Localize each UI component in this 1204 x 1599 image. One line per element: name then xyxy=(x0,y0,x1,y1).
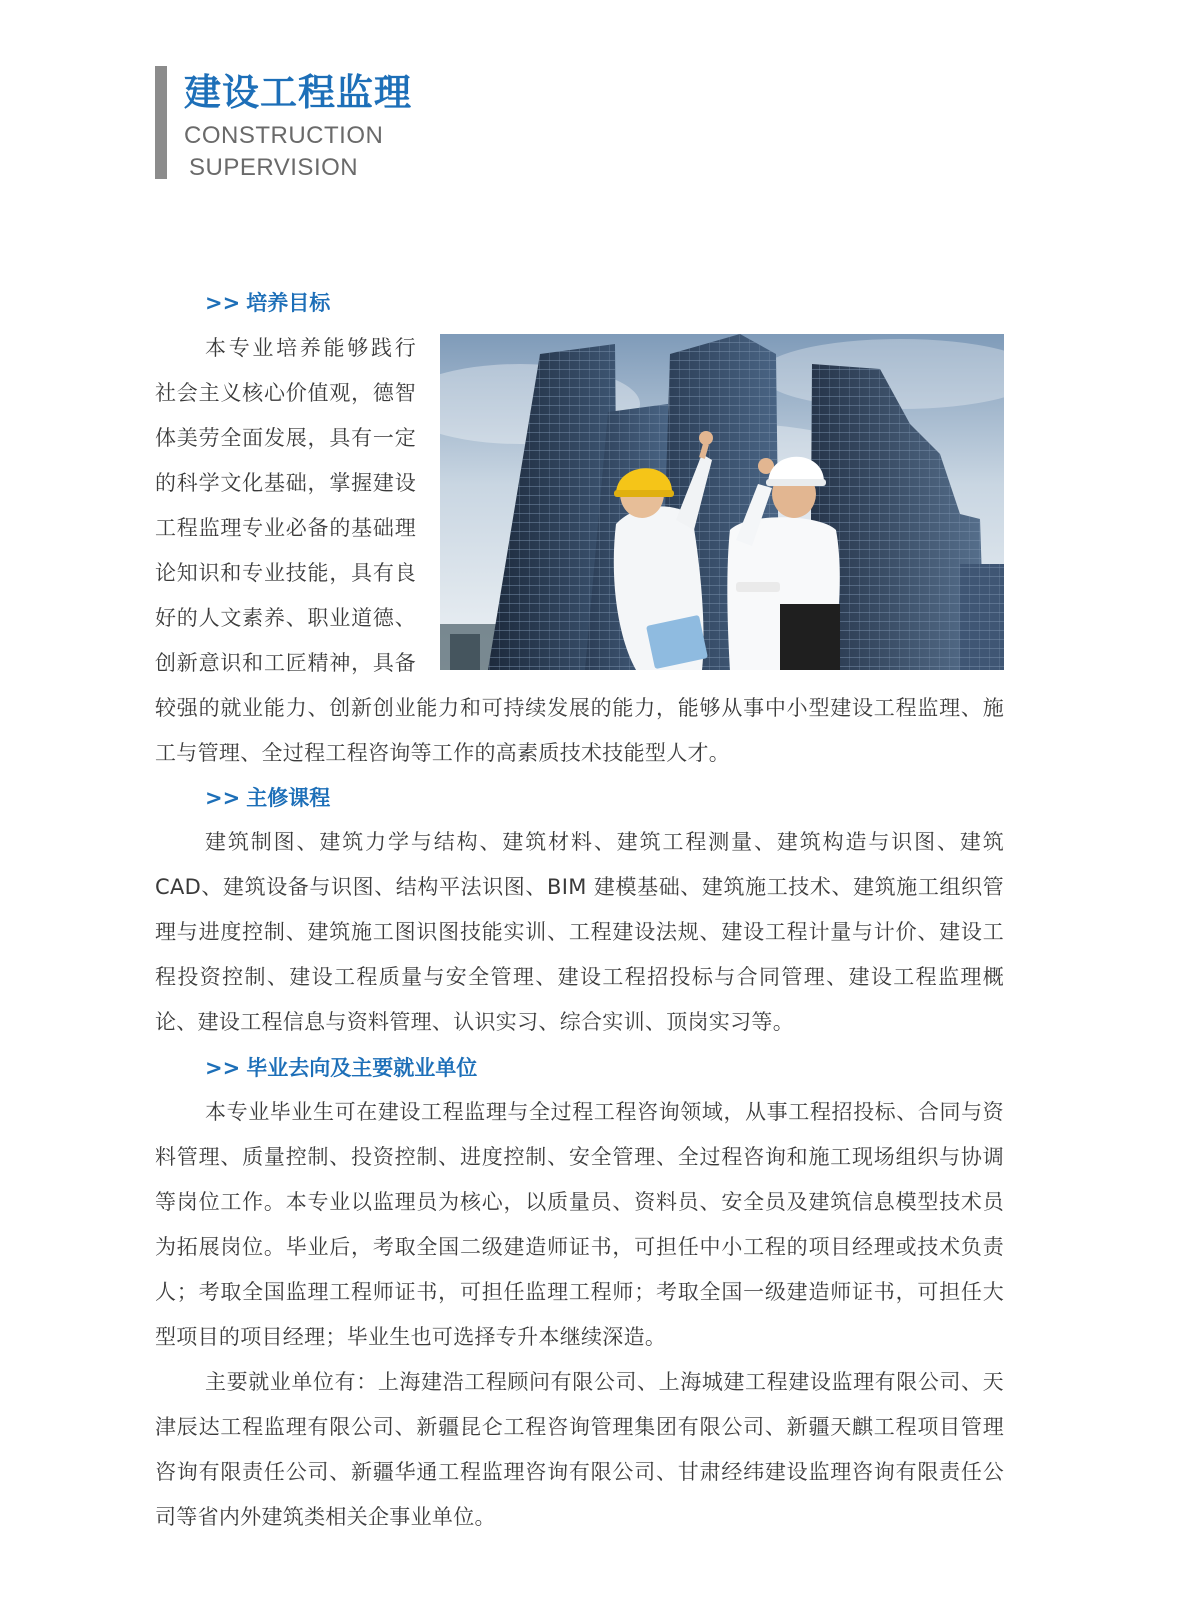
subtitle-line-2: SUPERVISION xyxy=(189,154,359,181)
courses-paragraph: 建筑制图、建筑力学与结构、建筑材料、建筑工程测量、建筑构造与识图、建筑 CAD、建筑设备与识图、结构平法识图、BIM 建模基础、建筑施工技术、建筑施工组织管理与进度控制、建筑施工图识图技能实训、工程建设法规、建设工程计量与计价、建设工程投资控制、建设工程质量与安全管理、建设工程招投标与合同管理、建设工程监理概论、建设工程信息与资料管理、认识实习、综合实训、顶岗实习等。 xyxy=(155,830,1004,1034)
page-subtitle xyxy=(184,120,383,184)
section-marker: >> xyxy=(205,291,241,315)
title-accent-bar xyxy=(155,66,167,179)
careers-paragraph-2: 主要就业单位有：上海建浩工程顾问有限公司、上海城建工程建设监理有限公司、天津辰达工程监理有限公司、新疆昆仑工程咨询管理集团有限公司、新疆天麒工程项目管理咨询有限责任公司、新疆华通工程监理咨询有限公司、甘肃经纬建设监理咨询有限责任公司等省内外建筑类相关企事业单位。 xyxy=(155,1370,1004,1529)
section-marker: >> xyxy=(205,786,241,810)
section-heading-careers xyxy=(205,1052,477,1082)
goal-text: 本专业培养能够践行社会主义核心价值观，德智体美劳全面发展，具有一定的科学文化基础，掌握建设工程监理专业必备的基础理论知识和专业技能，具有良好的人文素养、职业道德、创新意识和工匠精神，具备较强的就业能力、创新创业能力和可持续发展的能力，能够从事中小型建设工程监理、施工与管理、全过程工程咨询等工作的高素质技术技能型人才。 xyxy=(155,336,1004,765)
section-marker: >> xyxy=(205,1056,241,1080)
section-title: 毕业去向及主要就业单位 xyxy=(246,1056,478,1080)
careers-paragraph-1: 本专业毕业生可在建设工程监理与全过程工程咨询领域，从事工程招投标、合同与资料管理、质量控制、投资控制、进度控制、安全管理、全过程咨询和施工现场组织与协调等岗位工作。本专业以监理员为核心，以质量员、资料员、安全员及建筑信息模型技术员为拓展岗位。毕业后，考取全国二级建造师证书，可担任中小工程的项目经理或技术负责人；考取全国监理工程师证书，可担任监理工程师；考取全国一级建造师证书，可担任大型项目的项目经理；毕业生也可选择专升本继续深造。 xyxy=(155,1100,1004,1349)
page-title: 建设工程监理 xyxy=(184,71,412,114)
section-heading-courses xyxy=(205,782,330,812)
subtitle-line-1: CONSTRUCTION xyxy=(184,122,384,149)
section-title: 主修课程 xyxy=(246,786,331,810)
section-heading-goal xyxy=(205,287,330,317)
section-title: 培养目标 xyxy=(246,291,331,315)
photo-engineers-skyscrapers xyxy=(440,334,1004,670)
